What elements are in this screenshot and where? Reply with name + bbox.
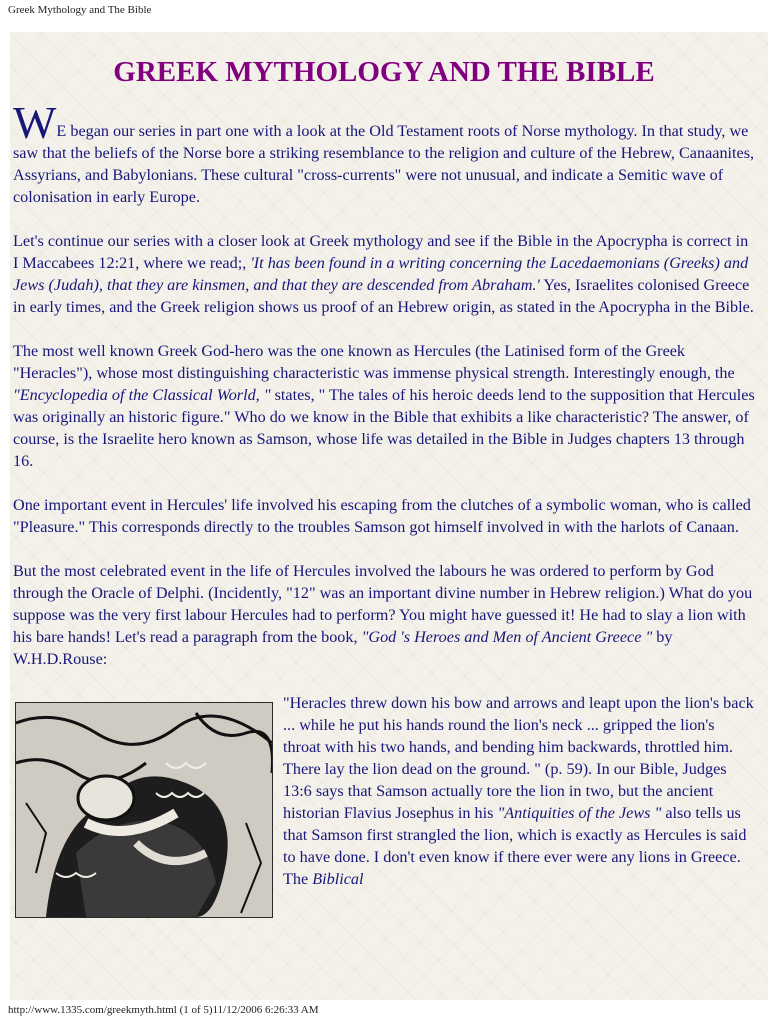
- paragraph-hercules-lead: The most well known Greek God-hero was the one known as Hercules (the Latinised form of the Greek "Heracles"), whose most distinguishing characteristic was immense physical strength. Interestingly enough, the: [13, 342, 735, 382]
- paragraph-labours-tail: by W.H.D.Rouse:: [13, 628, 673, 668]
- paragraph-labours-lead: But the most celebrated event in the life of Hercules involved the labours he was ordered to perform by God through the Oracle of Delphi. (Incidently, "12" was an important divine number in Hebrew religion.) What do you suppose was the very first labour Hercules had to perform? You might have guessed it! He had to slay a lion with his bare hands! Let's read a paragraph from the book,: [13, 562, 753, 646]
- paragraph-pleasure: One important event in Hercules' life involved his escaping from the clutches of a symbolic woman, who is called "Pleasure." This corresponds directly to the troubles Samson got himself involved in with the harlots of Canaan.: [13, 496, 751, 536]
- lion-illustration-icon: [16, 703, 272, 917]
- antiquities-title: "Antiquities of the Jews ": [497, 804, 662, 822]
- paragraph-maccabees-tail: Yes, Israelites colonised Greece in early times, and the Greek religion shows us proof of an Hebrew origin, as stated in the Apocrypha in the Bible.: [13, 276, 754, 316]
- paragraph-intro-text: E began our series in part one with a look at the Old Testament roots of Norse mythology. In that study, we saw that the beliefs of the Norse bore a striking resemblance to the religion and culture of the Hebrew, Canaanites, Assyrians, and Babylonians. These cultural "cross-currents" were not unusual, and indicate a Semitic wave of colonisation in early Europe.: [13, 122, 755, 206]
- rouse-quote-middle: also tells us that Samson first strangled the lion, which is exactly as Hercules is said to have done. I don't even know if there ever were any lions in Greece. The: [283, 804, 747, 888]
- biblical-word: Biblical: [312, 870, 364, 888]
- paragraph-intro: [13, 97, 755, 208]
- document-header: Greek Mythology and The Bible: [8, 4, 152, 16]
- book-title: "God 's Heroes and Men of Ancient Greece ": [361, 628, 653, 646]
- paragraph-maccabees-lead: Let's continue our series with a closer look at Greek mythology and see if the Bible in the Apocrypha is correct in I Maccabees 12:21, where we read;,: [13, 232, 749, 272]
- encyclopedia-title: "Encyclopedia of the Classical World, ": [13, 386, 271, 404]
- paragraph-maccabees: [13, 230, 755, 318]
- hercules-lion-image: [15, 702, 273, 918]
- article-content: [13, 52, 755, 922]
- page-area: [10, 32, 768, 1000]
- paragraph-labours: [13, 560, 755, 670]
- figure-block: [13, 692, 755, 890]
- dropcap-letter: W: [13, 97, 57, 148]
- paragraph-hercules: [13, 340, 755, 472]
- rouse-quote-text: "Heracles threw down his bow and arrows and leapt upon the lion's back ... while he put his hands round the lion's neck ... gripped the lion's throat with his two hands, and bending him backwards, throttled him. There lay the lion dead on the ground. " (p. 59). In our Bible, Judges 13:6 says that Samson actually tore the lion in two, but the ancient historian Flavius Josephus in his: [283, 694, 754, 822]
- page-title: GREEK MYTHOLOGY AND THE BIBLE: [113, 56, 655, 88]
- paragraph-hercules-tail: states, " The tales of his heroic deeds lend to the supposition that Hercules was originally an historic figure." Who do we know in the Bible that exhibits a like characteristic? The answer, of course, is the Israelite hero known as Samson, whose life was detailed in the Bible in Judges chapters 13 through 16.: [13, 386, 755, 470]
- document-footer: http://www.1335.com/greekmyth.html (1 of 5)11/12/2006 6:26:33 AM: [8, 1004, 319, 1016]
- maccabees-quote: 'It has been found in a writing concerning the Lacedaemonians (Greeks) and Jews (Judah), that they are kinsmen, and that they are descended from Abraham.': [13, 254, 749, 294]
